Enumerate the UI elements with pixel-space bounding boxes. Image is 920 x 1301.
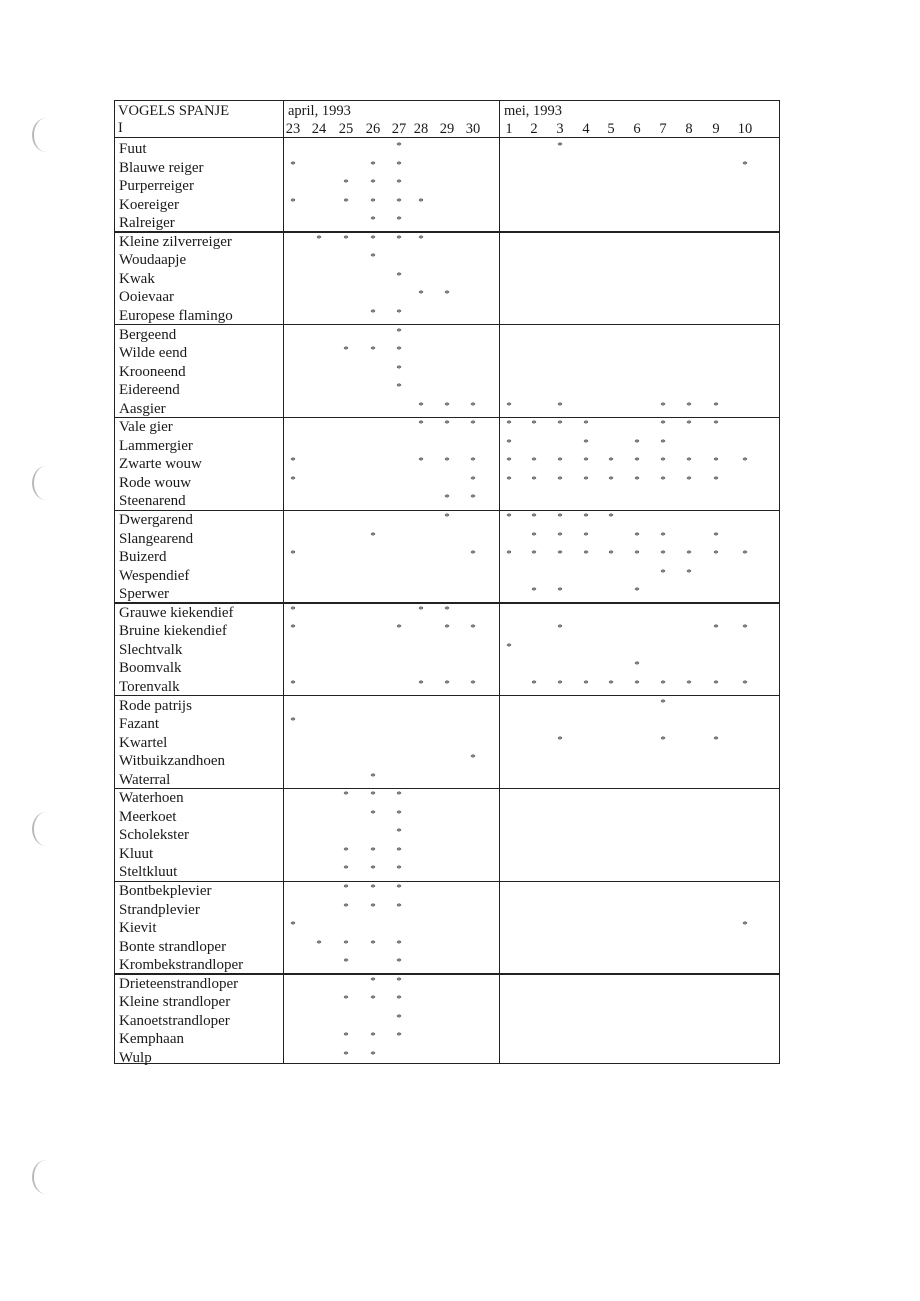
sighting-mark: * <box>686 473 692 486</box>
sighting-mark: * <box>444 622 450 635</box>
sighting-mark: * <box>343 900 349 913</box>
sighting-mark: * <box>634 473 640 486</box>
bird-name: Purperreiger <box>119 178 194 195</box>
sighting-mark: * <box>396 195 402 208</box>
sighting-mark: * <box>396 807 402 820</box>
sighting-mark: * <box>370 993 376 1006</box>
sighting-mark: * <box>370 306 376 319</box>
sighting-mark: * <box>470 622 476 635</box>
sighting-mark: * <box>343 177 349 190</box>
sighting-mark: * <box>370 882 376 894</box>
sighting-mark: * <box>444 288 450 301</box>
sighting-mark: * <box>396 177 402 190</box>
sighting-mark: * <box>343 937 349 950</box>
sighting-mark: * <box>343 344 349 357</box>
sighting-mark: * <box>470 418 476 431</box>
sighting-mark: * <box>370 177 376 190</box>
sighting-mark: * <box>343 844 349 857</box>
april-day-label: 24 <box>311 121 327 137</box>
sighting-mark: * <box>660 455 666 468</box>
bird-name: Fuut <box>119 141 147 157</box>
sighting-mark: * <box>742 455 748 468</box>
sighting-mark: * <box>370 844 376 857</box>
bird-name: Meerkoet <box>119 808 177 825</box>
bird-name: Rode patrijs <box>119 697 192 714</box>
sighting-mark: * <box>634 548 640 561</box>
sighting-mark: * <box>290 677 296 690</box>
sighting-mark: * <box>634 659 640 672</box>
sighting-mark: * <box>444 492 450 505</box>
bird-name: Wilde eend <box>119 345 188 362</box>
bird-name: Drieteenstrandloper <box>119 975 239 992</box>
bird-name: Buizerd <box>119 549 167 566</box>
sighting-mark: * <box>531 455 537 468</box>
sighting-mark: * <box>290 603 296 616</box>
sighting-mark: * <box>370 529 376 542</box>
april-month-label: april, 1993 <box>288 103 351 119</box>
sighting-mark: * <box>531 418 537 431</box>
sighting-mark: * <box>396 362 402 375</box>
sighting-mark: * <box>418 677 424 690</box>
sighting-mark: * <box>396 269 402 282</box>
bird-name: Waterral <box>119 771 171 788</box>
sighting-mark: * <box>418 195 424 208</box>
punch-hole-mark <box>32 812 60 846</box>
group-divider <box>114 695 780 696</box>
sighting-mark: * <box>557 585 563 598</box>
bird-name: Wulp <box>119 1049 152 1066</box>
punch-hole-mark <box>32 1160 60 1194</box>
sighting-mark: * <box>396 214 402 227</box>
sighting-mark: * <box>660 529 666 542</box>
sighting-mark: * <box>370 900 376 913</box>
sighting-mark: * <box>506 548 512 561</box>
sighting-mark: * <box>583 548 589 561</box>
sighting-mark: * <box>557 418 563 431</box>
sighting-mark: * <box>608 455 614 468</box>
sighting-mark: * <box>343 1030 349 1043</box>
bird-name: Boomvalk <box>119 660 182 677</box>
sighting-mark: * <box>370 214 376 227</box>
april-day-label: 27 <box>391 121 407 137</box>
sighting-mark: * <box>470 677 476 690</box>
bird-name: Ooievaar <box>119 289 174 306</box>
sighting-mark: * <box>370 251 376 264</box>
bird-name: Blauwe reiger <box>119 159 204 176</box>
sighting-mark: * <box>713 733 719 746</box>
sighting-mark: * <box>634 529 640 542</box>
bird-name: Zwarte wouw <box>119 456 202 473</box>
bird-name: Kleine zilverreiger <box>119 233 232 250</box>
sighting-mark: * <box>660 473 666 486</box>
bird-name: Steenarend <box>119 493 186 510</box>
sighting-mark: * <box>557 511 563 523</box>
bird-name: Strandplevier <box>119 901 200 918</box>
bird-name: Torenvalk <box>119 678 180 695</box>
sighting-mark: * <box>396 140 402 152</box>
bird-name: Kleine strandloper <box>119 994 231 1011</box>
punch-hole-mark <box>32 466 60 500</box>
sighting-mark: * <box>531 511 537 523</box>
sighting-mark: * <box>343 993 349 1006</box>
sighting-mark: * <box>370 937 376 950</box>
sighting-mark: * <box>531 473 537 486</box>
sighting-mark: * <box>713 677 719 690</box>
sighting-mark: * <box>742 677 748 690</box>
bird-name: Bonte strandloper <box>119 938 227 955</box>
sighting-mark: * <box>343 195 349 208</box>
sighting-mark: * <box>660 696 666 709</box>
sighting-mark: * <box>608 473 614 486</box>
sighting-mark: * <box>470 492 476 505</box>
bird-name: Woudaapje <box>119 252 187 269</box>
sighting-mark: * <box>396 826 402 839</box>
sighting-mark: * <box>396 900 402 913</box>
group-divider <box>114 881 780 882</box>
sighting-mark: * <box>396 1011 402 1024</box>
sighting-mark: * <box>506 455 512 468</box>
bird-name: Bergeend <box>119 326 177 343</box>
bird-name: Krombekstrandloper <box>119 957 244 974</box>
sighting-mark: * <box>370 770 376 783</box>
sighting-mark: * <box>370 789 376 802</box>
sighting-mark: * <box>686 566 692 579</box>
may-day-label: 8 <box>685 121 693 137</box>
sighting-mark: * <box>418 288 424 301</box>
sighting-mark: * <box>583 511 589 523</box>
sighting-mark: * <box>686 418 692 431</box>
april-day-label: 30 <box>465 121 481 137</box>
table-subtitle: I <box>118 120 123 136</box>
sighting-mark: * <box>713 622 719 635</box>
sighting-mark: * <box>660 733 666 746</box>
bird-name: Waterhoen <box>119 790 184 807</box>
sighting-mark: * <box>557 622 563 635</box>
sighting-mark: * <box>686 399 692 412</box>
sighting-mark: * <box>660 677 666 690</box>
sighting-mark: * <box>713 473 719 486</box>
sighting-mark: * <box>506 511 512 523</box>
sighting-mark: * <box>290 158 296 171</box>
group-divider <box>114 973 780 974</box>
sighting-mark: * <box>557 733 563 746</box>
bird-name: Kwartel <box>119 734 168 751</box>
sighting-mark: * <box>660 566 666 579</box>
bird-name: Steltkluut <box>119 864 178 881</box>
sighting-mark: * <box>470 473 476 486</box>
sighting-mark: * <box>742 158 748 171</box>
sighting-mark: * <box>290 455 296 468</box>
sighting-mark: * <box>396 622 402 635</box>
sighting-mark: * <box>660 436 666 449</box>
sighting-mark: * <box>444 455 450 468</box>
sighting-mark: * <box>608 511 614 523</box>
bird-name: Sperwer <box>119 586 169 603</box>
sighting-mark: * <box>634 455 640 468</box>
sighting-mark: * <box>444 418 450 431</box>
sighting-mark: * <box>444 603 450 616</box>
sighting-mark: * <box>370 1048 376 1061</box>
may-day-label: 6 <box>633 121 641 137</box>
sighting-mark: * <box>418 232 424 245</box>
sighting-mark: * <box>686 548 692 561</box>
sighting-mark: * <box>742 548 748 561</box>
sighting-mark: * <box>370 158 376 171</box>
sighting-mark: * <box>396 381 402 394</box>
sighting-mark: * <box>557 548 563 561</box>
sighting-mark: * <box>444 399 450 412</box>
sighting-mark: * <box>713 548 719 561</box>
bird-name: Dwergarend <box>119 512 193 528</box>
sighting-mark: * <box>713 455 719 468</box>
sighting-mark: * <box>290 548 296 561</box>
bird-name: Grauwe kiekendief <box>119 604 234 621</box>
sighting-mark: * <box>290 715 296 728</box>
punch-hole-mark <box>32 118 60 152</box>
sighting-mark: * <box>531 529 537 542</box>
sighting-mark: * <box>686 455 692 468</box>
sighting-mark: * <box>418 603 424 616</box>
bird-name: Kievit <box>119 920 157 937</box>
bird-name: Witbuikzandhoen <box>119 753 226 770</box>
sighting-mark: * <box>418 399 424 412</box>
column-divider <box>283 100 284 1064</box>
sighting-mark: * <box>557 455 563 468</box>
sighting-mark: * <box>370 232 376 245</box>
sighting-mark: * <box>396 956 402 969</box>
sighting-mark: * <box>370 863 376 876</box>
sighting-mark: * <box>396 844 402 857</box>
sighting-mark: * <box>742 919 748 932</box>
april-day-label: 25 <box>338 121 354 137</box>
sighting-mark: * <box>290 622 296 635</box>
bird-name: Wespendief <box>119 567 190 584</box>
bird-name: Rode wouw <box>119 474 192 491</box>
bird-name: Krooneend <box>119 363 186 380</box>
sighting-mark: * <box>396 937 402 950</box>
sighting-mark: * <box>396 863 402 876</box>
sighting-mark: * <box>583 418 589 431</box>
sighting-mark: * <box>634 677 640 690</box>
may-day-label: 2 <box>530 121 538 137</box>
sighting-mark: * <box>343 232 349 245</box>
sighting-mark: * <box>343 882 349 894</box>
bird-name: Bontbekplevier <box>119 883 212 899</box>
may-month-label: mei, 1993 <box>504 103 562 119</box>
header-divider <box>114 137 780 138</box>
sighting-mark: * <box>531 677 537 690</box>
sighting-mark: * <box>583 529 589 542</box>
sighting-mark: * <box>396 306 402 319</box>
sighting-mark: * <box>370 344 376 357</box>
sighting-mark: * <box>343 789 349 802</box>
sighting-mark: * <box>583 455 589 468</box>
sighting-mark: * <box>396 993 402 1006</box>
sighting-mark: * <box>470 752 476 765</box>
bird-name: Kanoetstrandloper <box>119 1012 230 1029</box>
bird-name: Bruine kiekendief <box>119 623 227 640</box>
group-divider <box>114 788 780 789</box>
bird-name: Slangearend <box>119 530 194 547</box>
sighting-mark: * <box>396 974 402 987</box>
sighting-mark: * <box>742 622 748 635</box>
sighting-mark: * <box>370 1030 376 1043</box>
bird-name: Kluut <box>119 845 154 862</box>
sighting-mark: * <box>506 418 512 431</box>
bird-name: Kemphaan <box>119 1031 184 1048</box>
sighting-mark: * <box>343 1048 349 1061</box>
sighting-mark: * <box>343 863 349 876</box>
bird-name: Europese flamingo <box>119 307 233 324</box>
sighting-mark: * <box>660 548 666 561</box>
sighting-mark: * <box>316 232 322 245</box>
group-divider <box>114 231 780 232</box>
april-day-label: 29 <box>439 121 455 137</box>
sighting-mark: * <box>370 974 376 987</box>
may-day-label: 3 <box>556 121 564 137</box>
may-day-label: 9 <box>712 121 720 137</box>
sighting-mark: * <box>470 548 476 561</box>
bird-name: Kwak <box>119 270 155 287</box>
sighting-mark: * <box>396 325 402 338</box>
sighting-mark: * <box>531 548 537 561</box>
sighting-mark: * <box>660 399 666 412</box>
sighting-mark: * <box>418 455 424 468</box>
sighting-mark: * <box>370 195 376 208</box>
sighting-mark: * <box>370 807 376 820</box>
sighting-mark: * <box>506 399 512 412</box>
sighting-mark: * <box>713 399 719 412</box>
sighting-mark: * <box>316 937 322 950</box>
sighting-mark: * <box>634 585 640 598</box>
sighting-mark: * <box>713 418 719 431</box>
sighting-mark: * <box>290 919 296 932</box>
sighting-mark: * <box>444 511 450 523</box>
sighting-mark: * <box>713 529 719 542</box>
sighting-mark: * <box>506 436 512 449</box>
table-title: VOGELS SPANJE <box>118 103 230 119</box>
bird-name: Eidereend <box>119 382 180 399</box>
bird-name: Aasgier <box>119 400 166 417</box>
sighting-mark: * <box>608 548 614 561</box>
sighting-mark: * <box>531 585 537 598</box>
bird-name: Slechtvalk <box>119 641 183 658</box>
sighting-mark: * <box>396 1030 402 1043</box>
bird-name: Koereiger <box>119 196 179 213</box>
bird-name: Ralreiger <box>119 215 175 232</box>
bird-name: Vale gier <box>119 419 173 436</box>
sighting-mark: * <box>557 473 563 486</box>
april-day-label: 28 <box>413 121 429 137</box>
bird-name: Lammergier <box>119 437 193 454</box>
sighting-mark: * <box>396 344 402 357</box>
may-day-label: 5 <box>607 121 615 137</box>
sighting-mark: * <box>396 232 402 245</box>
sighting-mark: * <box>557 399 563 412</box>
bird-name: Fazant <box>119 716 159 733</box>
sighting-mark: * <box>557 140 563 152</box>
may-day-label: 1 <box>505 121 513 137</box>
bird-name: Scholekster <box>119 827 189 844</box>
sighting-mark: * <box>506 473 512 486</box>
sighting-mark: * <box>396 789 402 802</box>
april-day-label: 23 <box>285 121 301 137</box>
sighting-mark: * <box>557 529 563 542</box>
may-day-label: 7 <box>659 121 667 137</box>
sighting-mark: * <box>506 640 512 653</box>
sighting-mark: * <box>396 158 402 171</box>
sighting-mark: * <box>660 418 666 431</box>
sighting-mark: * <box>396 882 402 894</box>
sighting-mark: * <box>634 436 640 449</box>
sighting-mark: * <box>343 956 349 969</box>
sighting-mark: * <box>290 195 296 208</box>
may-day-label: 10 <box>737 121 753 137</box>
sighting-mark: * <box>583 677 589 690</box>
sighting-mark: * <box>686 677 692 690</box>
sighting-mark: * <box>583 473 589 486</box>
april-day-label: 26 <box>365 121 381 137</box>
sighting-mark: * <box>557 677 563 690</box>
sighting-mark: * <box>470 399 476 412</box>
group-divider <box>114 324 780 325</box>
may-day-label: 4 <box>582 121 590 137</box>
sighting-mark: * <box>444 677 450 690</box>
sighting-mark: * <box>608 677 614 690</box>
sighting-mark: * <box>470 455 476 468</box>
sighting-mark: * <box>583 436 589 449</box>
column-divider <box>499 100 500 1064</box>
sighting-mark: * <box>290 473 296 486</box>
sighting-mark: * <box>418 418 424 431</box>
